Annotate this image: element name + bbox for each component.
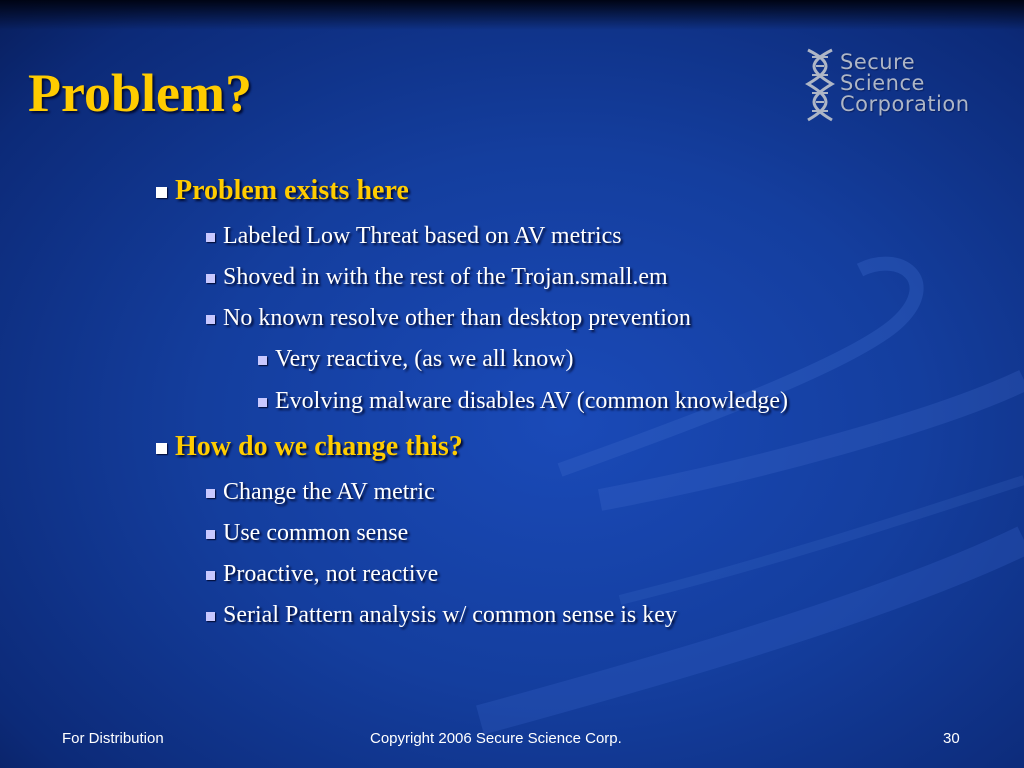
bullet-marker: [206, 612, 215, 621]
sub-bullet-serial-pattern: [206, 602, 677, 629]
sub-bullet-shoved-in: [206, 264, 668, 291]
bullet-marker: [206, 274, 215, 283]
sub-sub-bullet-very-reactive: [258, 346, 574, 373]
footer-copyright: Copyright 2006 Secure Science Corp.: [370, 730, 622, 747]
bullet-marker: [206, 489, 215, 498]
sub-bullet-no-known-resolve: [206, 305, 691, 332]
sub-bullet-labeled-low-threat: [206, 223, 622, 250]
bullet-how-do-we-change: [156, 431, 463, 463]
bullet-marker: [206, 233, 215, 242]
logo-line-corporation: Corporation: [840, 92, 970, 116]
bullet-marker: [206, 530, 215, 539]
bullet-text: Evolving malware disables AV (common knowledge): [275, 388, 789, 414]
bullet-text: No known resolve other than desktop prevention: [223, 305, 691, 331]
bullet-marker: [258, 356, 267, 365]
bullet-marker: [206, 315, 215, 324]
bullet-text: Shoved in with the rest of the Trojan.small.em: [223, 264, 668, 290]
bullet-problem-exists: [156, 175, 409, 207]
bullet-text: Very reactive, (as we all know): [275, 346, 574, 372]
bullet-text: Use common sense: [223, 520, 409, 546]
bullet-marker: [258, 398, 267, 407]
slide-title: Problem?: [28, 63, 252, 123]
bullet-text: Problem exists here: [175, 175, 409, 206]
bullet-text: Labeled Low Threat based on AV metrics: [223, 223, 622, 249]
logo-line-science: Science: [840, 71, 925, 95]
footer-distribution: For Distribution: [62, 730, 164, 747]
bullet-marker: [156, 443, 167, 454]
sub-sub-bullet-evolving-malware: [258, 388, 788, 415]
logo-line-secure: Secure: [840, 50, 916, 74]
sub-bullet-common-sense: [206, 520, 408, 547]
bullet-text: Proactive, not reactive: [223, 561, 439, 587]
bullet-text: How do we change this?: [175, 431, 463, 462]
bullet-marker: [206, 571, 215, 580]
bullet-text: Change the AV metric: [223, 479, 435, 505]
bullet-text: Serial Pattern analysis w/ common sense is key: [223, 602, 677, 628]
sub-bullet-change-av-metric: [206, 479, 435, 506]
sub-bullet-proactive: [206, 561, 438, 588]
footer-page-number: 30: [943, 730, 960, 747]
bullet-marker: [156, 187, 167, 198]
